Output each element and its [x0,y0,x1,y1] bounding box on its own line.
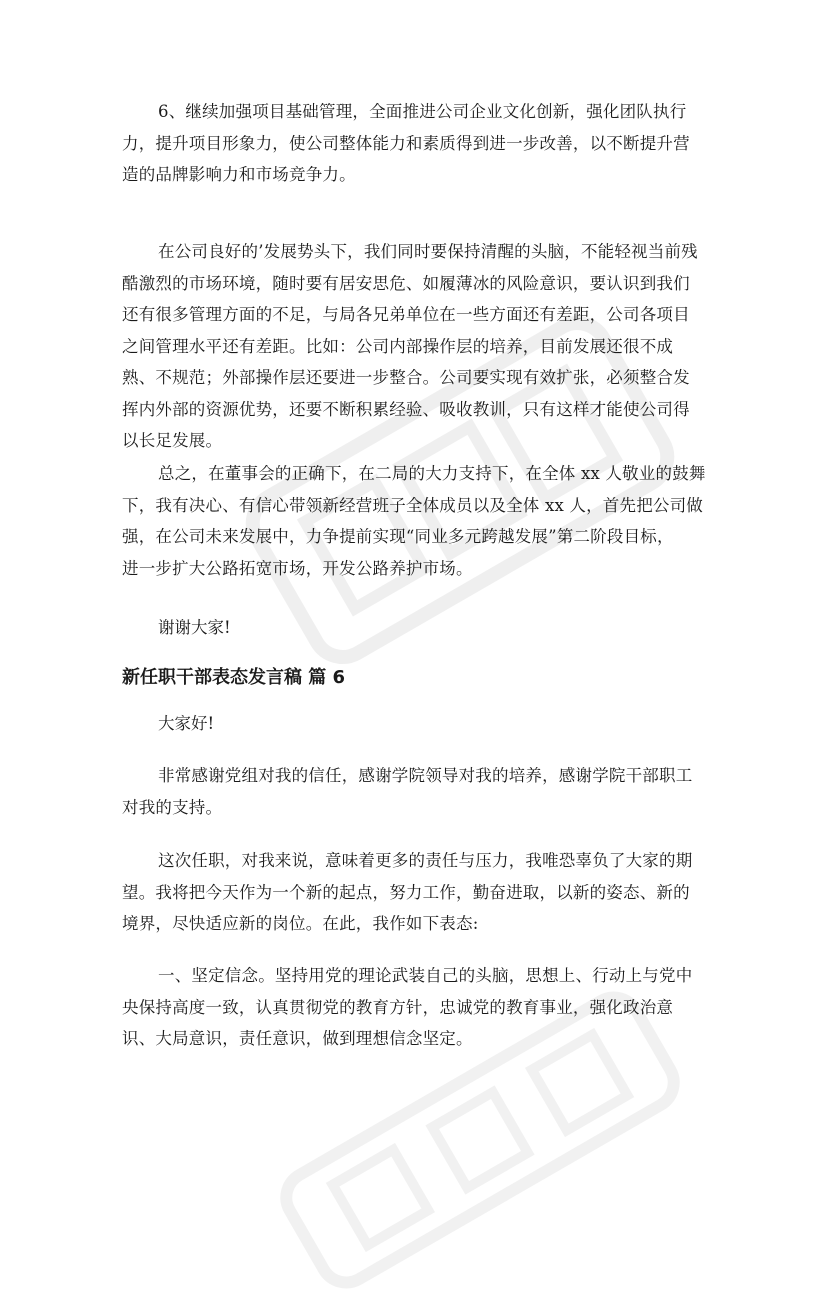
text-line: 强，在公司未来发展中，力争提前实现“同业多元跨越发展”第二阶段目标， [122,527,674,546]
text-line: 力，提升项目形象力，使公司整体能力和素质得到进一步改善，以不断提升营 [122,133,690,153]
text-line: 一、坚定信念。坚持用党的理论武装自己的头脑，思想上、行动上与党中 [158,966,693,985]
text-line: 进一步扩大公路拓宽市场，开发公路养护市场。 [122,558,473,578]
text-line: 非常感谢党组对我的信任，感谢学院领导对我的培养，感谢学院干部职工 [158,766,693,785]
paragraph-firm-belief [122,960,712,1055]
text-line: 酷激烈的市场环境，随时要有居安思危、如履薄冰的风险意识，要认识到我们 [122,273,690,293]
text-line: 境界，尽快适应新的岗位。在此，我作如下表态: [122,914,479,933]
text-line: 还有很多管理方面的不足，与局各兄弟单位在一些方面还有差距，公司各项目 [122,305,690,324]
text-line: 挥内外部的资源优势，还要不断积累经验、吸收教训，只有这样才能使公司得 [122,399,690,419]
text-line: 识、大局意识，责任意识，做到理想信念坚定。 [122,1029,473,1048]
text-line: 6、继续加强项目基础管理，全面推进公司企业文化创新，强化团队执行 [158,102,687,121]
text-line: 对我的支持。 [122,797,223,817]
text-line: 总之，在董事会的正确下，在二局的大力支持下，在全体 xx 人敬业的鼓舞 [158,464,706,483]
text-line: 以长足发展。 [122,431,223,450]
text-line: 下，我有决心、有信心带领新经营班子全体成员以及全体 xx 人，首先把公司做 [122,495,704,515]
text-line: 望。我将把今天作为一个新的起点，努力工作，勤奋进取，以新的姿态、新的 [122,882,690,902]
text-line: 这次任职，对我来说，意味着更多的责任与压力，我唯恐辜负了大家的期 [158,851,693,870]
paragraph-project-management [122,96,712,191]
text-line: 熟、不规范；外部操作层还要进一步整合。公司要实现有效扩张，必须整合发 [122,368,690,387]
text-line: 之间管理水平还有差距。比如：公司内部操作层的培养，目前发展还很不成 [122,336,674,356]
text-line: 在公司良好的’发展势头下，我们同时要保持清醒的头脑，不能轻视当前残 [158,242,698,261]
paragraph-responsibility [122,845,712,940]
thanks-line: 谢谢大家! [158,618,231,637]
section-heading: 新任职干部表态发言稿 篇 6 [122,667,346,688]
paragraph-development-momentum [122,236,712,457]
text-line: 造的品牌影响力和市场竞争力。 [122,165,356,184]
greeting-line: 大家好! [158,714,215,733]
text-line: 央保持高度一致，认真贯彻党的教育方针，忠诚党的教育事业，强化政治意 [122,997,674,1017]
paragraph-conclusion [122,458,712,584]
paragraph-gratitude [122,760,712,823]
